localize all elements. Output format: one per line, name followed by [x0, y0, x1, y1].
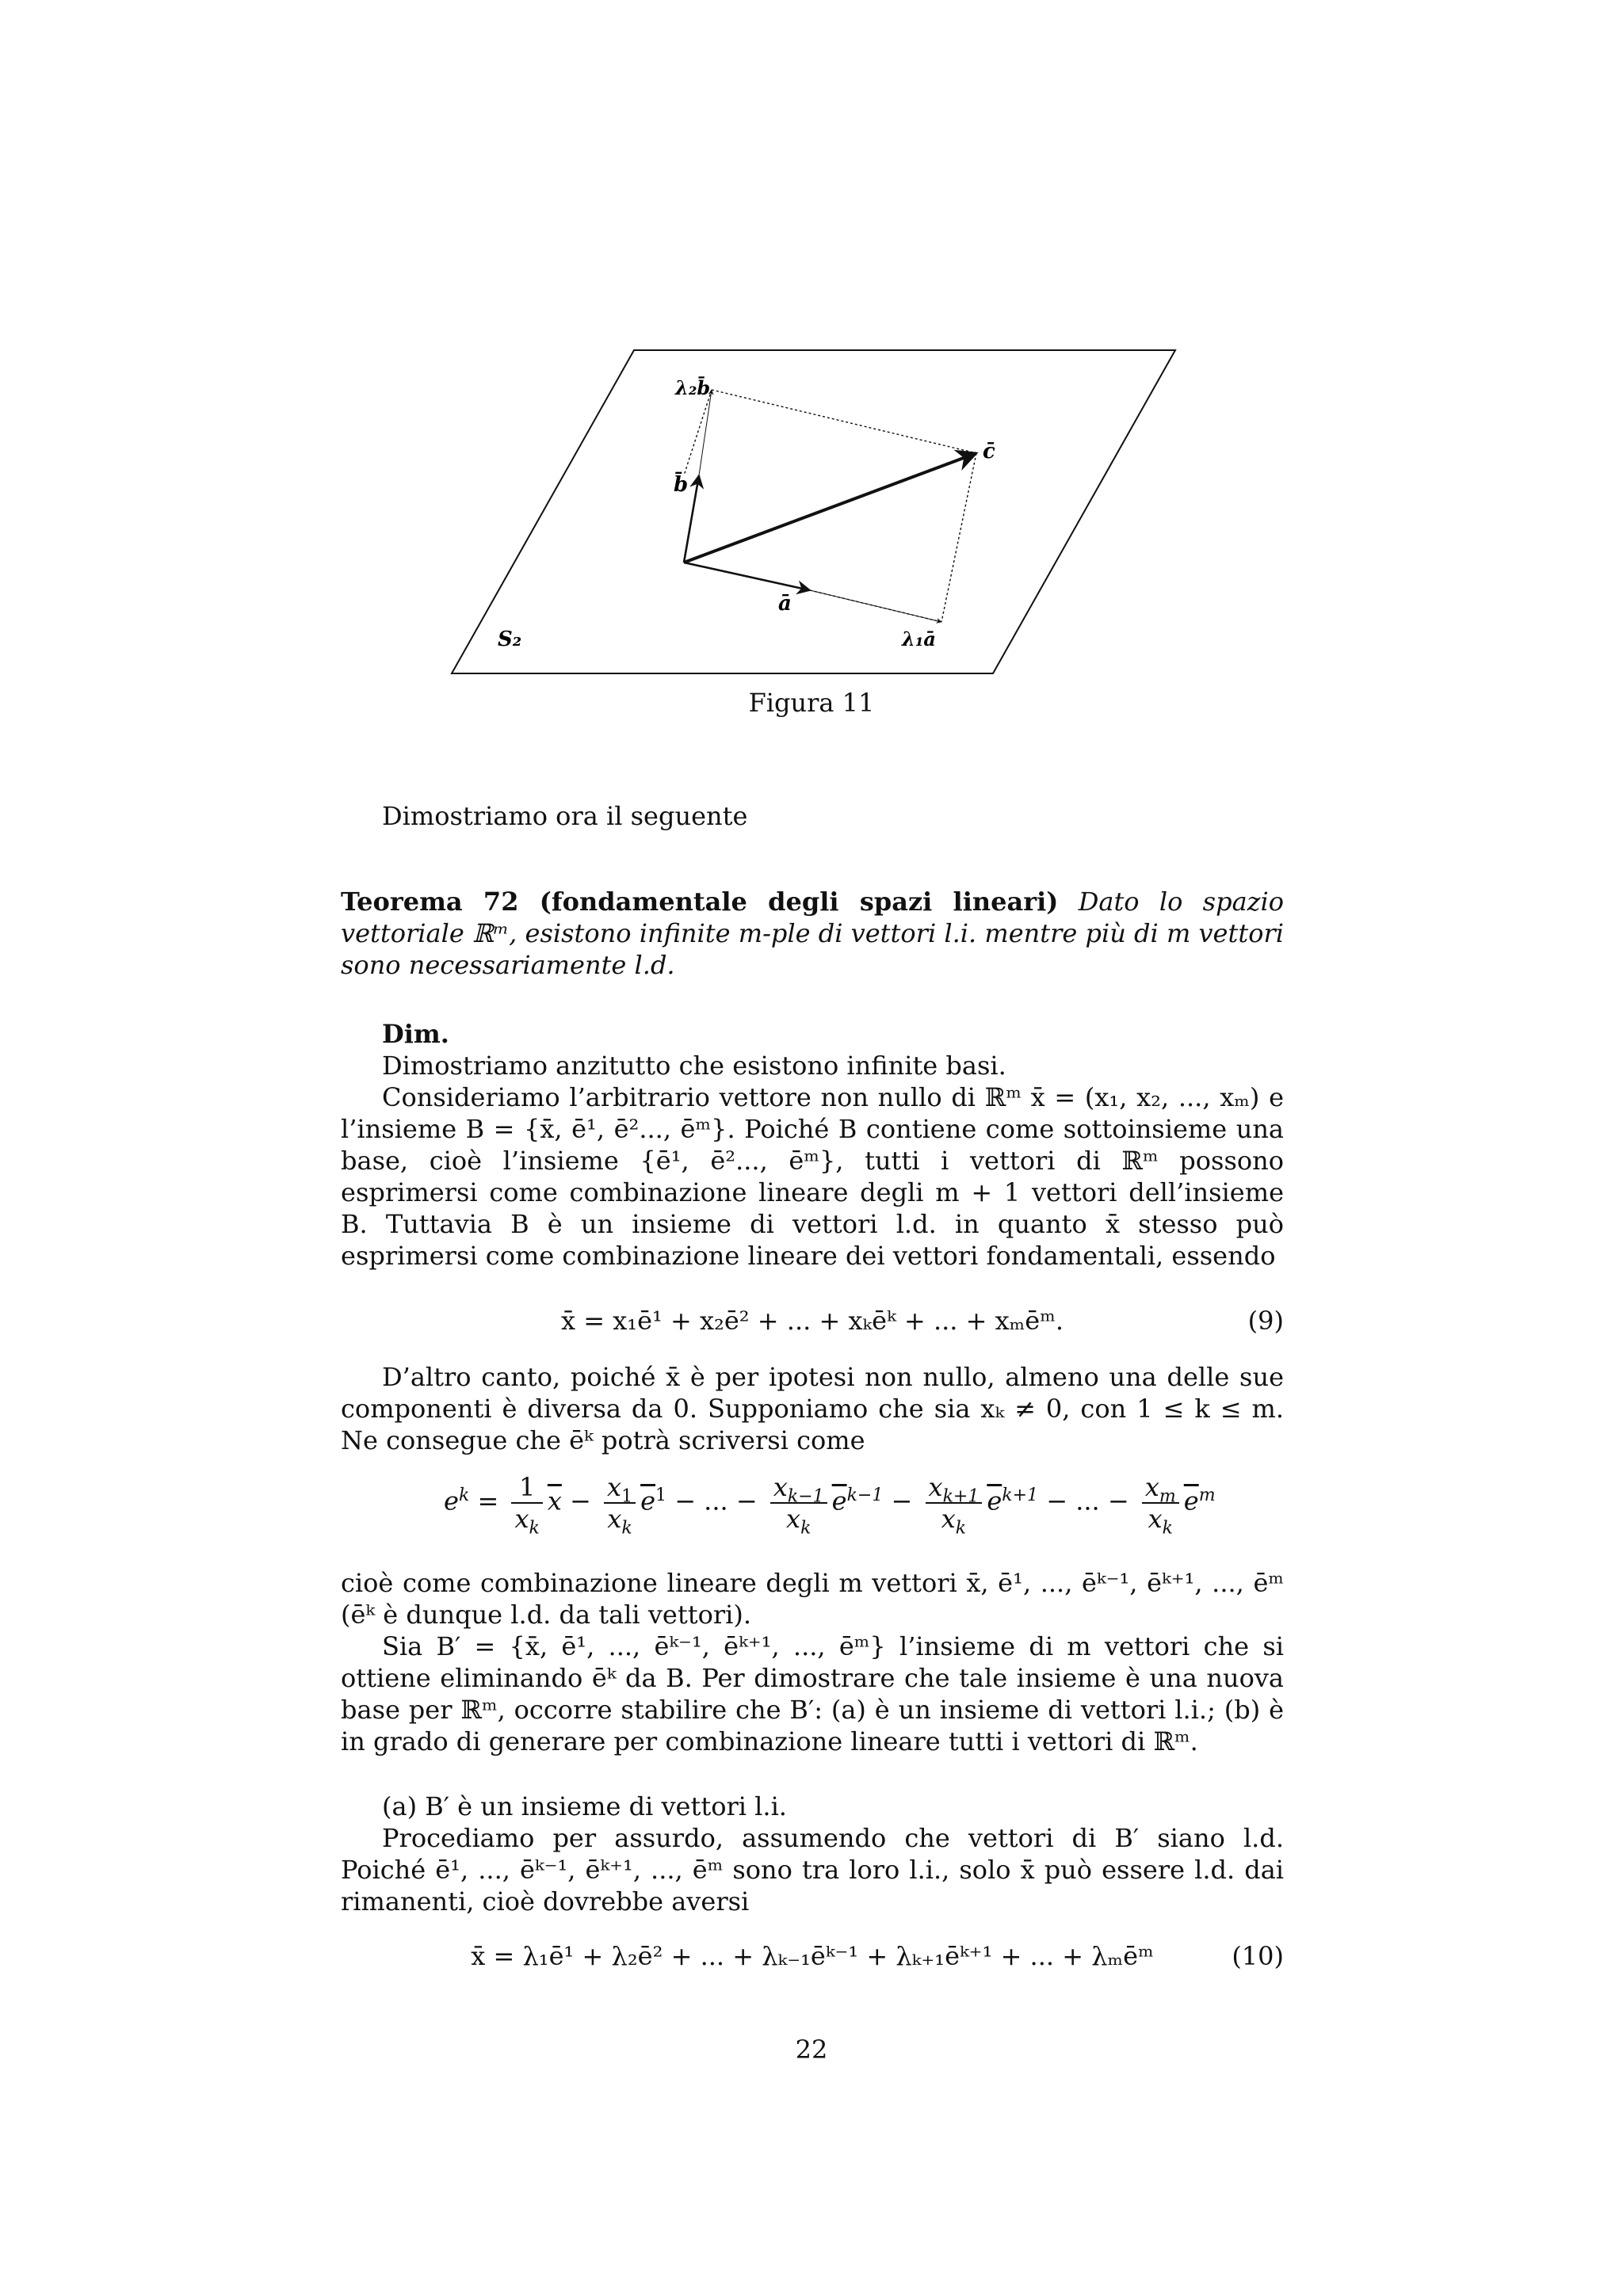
vector-a [684, 563, 810, 590]
proof-part-a [341, 1791, 1284, 1917]
equation-9-number: (9) [1247, 1306, 1284, 1336]
proof-line1: Dimostriamo anzitutto che esistono infinite basi. [382, 1051, 1006, 1081]
figure-caption: Figura 11 [748, 688, 875, 718]
plane-s2 [452, 350, 1175, 673]
intro-line: Dimostriamo ora il seguente [382, 801, 748, 831]
vector-c [684, 453, 976, 563]
proof-paragraph-2: D’altro canto, poiché x̄ è per ipotesi non nullo, almeno una delle sue componenti è diversa da 0. Supponiamo che sia xₖ ≠ 0, con 1 ≤ k ≤ m. Ne consegue che ēᵏ potrà scriversi come [341, 1362, 1284, 1455]
theorem-statement: Dato lo spazio vettoriale ℝᵐ, esistono infinite m-ple di vettori l.i. mentre più di m vettori sono necessariamente l.d. [341, 887, 1285, 980]
proof-paragraph-1: Consideriamo l’arbitrario vettore non nullo di ℝᵐ x̄ = (x₁, x₂, ..., xₘ) e l’insieme B = {x̄, ē¹, ē²..., ēᵐ}. Poiché B contiene come sottoinsieme una base, cioè l’insieme {ē¹, ē²..., ēᵐ}, tutti i vettori di ℝᵐ possono esprimersi come combinazione lineare degli m + 1 vettori dell’insieme B. Tuttavia B è un insieme di vettori l.d. in quanto x̄ stesso può esprimersi come combinazione lineare dei vettori fondamentali, essendo [341, 1082, 1284, 1271]
equation-10-body: x̄ = λ₁ē¹ + λ₂ē² + ... + λₖ₋₁ēᵏ⁻¹ + λₖ₊₁ēᵏ⁺¹ + ... + λₘēᵐ [471, 1941, 1154, 1971]
equation-ek: $e^k$ = $\frac{1}{x_k}$ $\overline{x}$ − $\frac{x_1}{x_k}$ $\overline{e}^1$ − ... − $\frac{x_{k-1}}{x_k}$ $\overline{e}^{k-1}$ − $\frac{x_{k+1}}{x_k}$ $\overline{e}^{k+1}$ − ... − $\frac{x_m}{x_k}$ $\overline{e}^m$ [444, 1472, 1216, 1539]
equation-10-number: (10) [1232, 1941, 1284, 1971]
label-lambda1-a: λ₁ā [902, 627, 936, 650]
equation-9-body: x̄ = x₁ē¹ + x₂ē² + ... + xₖēᵏ + ... + xₘēᵐ. [560, 1306, 1064, 1336]
proof-paragraph-4: Sia B′ = {x̄, ē¹, ..., ēᵏ⁻¹, ēᵏ⁺¹, ..., ēᵐ} l’insieme di m vettori che si ottiene eliminando ēᵏ da B. Per dimostrare che tale insieme è una nuova base per ℝᵐ, occorre stabilire che B′: (a) è un insieme di vettori l.i.; (b) è in grado di generare per combinazione lineare tutti i vettori di ℝᵐ. [341, 1631, 1284, 1756]
proof-paragraph-2-block [341, 1361, 1284, 1456]
proof-heading: Dim. [382, 1019, 449, 1049]
label-c: c̄ [983, 440, 995, 463]
vector-lambda1-a [810, 590, 941, 622]
label-b: b̄ [674, 473, 689, 497]
proof-item-a: (a) B′ è un insieme di vettori l.i. [382, 1791, 787, 1821]
page-number: 22 [795, 2035, 828, 2065]
proof-paragraph-3: cioè come combinazione lineare degli m vettori x̄, ē¹, ..., ēᵏ⁻¹, ēᵏ⁺¹, ..., ēᵐ (ēᵏ è dunque l.d. da tali vettori). [341, 1568, 1284, 1630]
proof-paragraph-3-block [341, 1567, 1284, 1757]
intro-text [341, 800, 1284, 832]
theorem-heading: Teorema 72 (fondamentale degli spazi lineari) [341, 887, 1059, 917]
label-a: ā [778, 592, 792, 616]
label-lambda2-b: λ₂b̄ [675, 376, 711, 399]
theorem [341, 886, 1284, 981]
proof [341, 1018, 1284, 1272]
vector-lambda2-b [699, 390, 712, 475]
proof-paragraph-5: Procediamo per assurdo, assumendo che vettori di B′ siano l.d. Poiché ē¹, ..., ēᵏ⁻¹, ēᵏ⁺¹, ..., ēᵐ sono tra loro l.i., solo x̄ può essere l.d. dai rimanenti, cioè dovrebbe aversi [341, 1823, 1284, 1917]
label-plane-s2: S₂ [498, 627, 522, 651]
figure-11 [444, 341, 1197, 689]
